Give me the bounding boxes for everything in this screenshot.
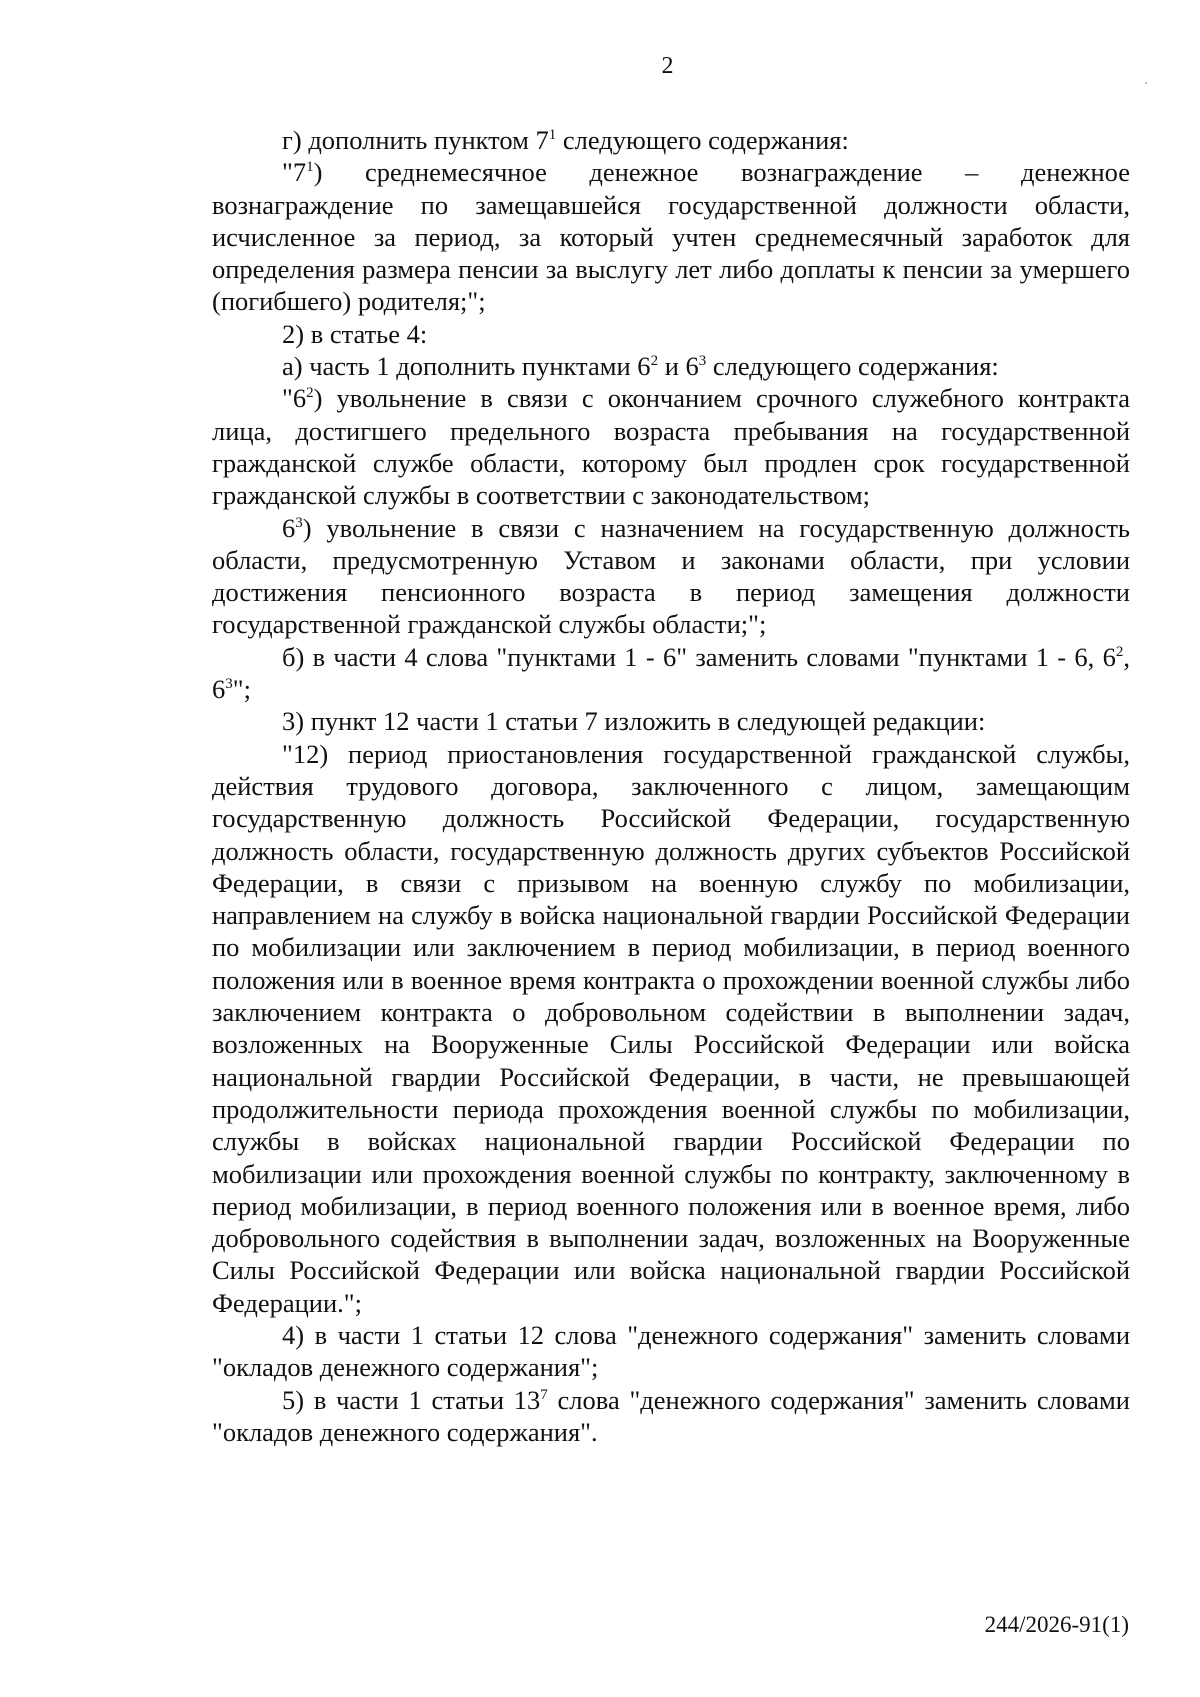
paragraph-article-12: 4) в части 1 статьи 12 слова "денежного содержания" заменить словами "окладов денежного содержания"; <box>212 1319 1130 1383</box>
paragraph-point-7-1: "$7^1$) среднемесячное денежное вознаграждение – денежное вознаграждение по замещавшейся государственной должности области, исчисленное за период, за который учтен среднемесячный заработок для определения размера пенсии за выслугу лет либо доплаты к пенсии за умершего (погибшего) родителя;"; <box>212 157 1130 317</box>
paragraph-article-4-heading: 2) в статье 4: <box>282 318 428 349</box>
paragraph-point-6-2: "$6^2$) увольнение в связи с окончанием срочного служебного контракта лица, достигшего предельного возраста пребывания на государственной гражданской службе области, которому был продлен срок государственной гражданской службы в соответствии с законодательством; <box>212 383 1130 511</box>
paragraph-point-6-3: $6^3$) увольнение в связи с назначением на государственную должность области, предусмотренную Уставом и законами области, при условии достижения пенсионного возраста в период замещения должности государственной гражданской службы области;"; <box>212 512 1130 640</box>
scan-speck <box>1145 82 1147 84</box>
paragraph-article-7-heading: 3) пункт 12 части 1 статьи 7 изложить в следующей редакции: <box>282 706 986 737</box>
document-body <box>212 124 1130 1448</box>
paragraph-amendment-g: г) дополнить пунктом $7^1$ следующего содержания: <box>282 125 849 155</box>
document-code: 244/2026-91(1) <box>984 1612 1129 1637</box>
paragraph-point-12: "12) период приостановления государственной гражданской службы, действия трудового договора, заключенного с лицом, замещающим государственную должность Российской Федерации, государственную должность области, государственную должность других субъектов Российской Федерации, в связи с призывом на военную службу по мобилизации, направлением на службу в войска национальной гвардии Российской Федерации по мобилизации или заключением в период мобилизации, в период военного положения или в военное время контракта о прохождении военной службы либо заключением контракта о добровольном содействии в выполнении задач, возложенных на Вооруженные Силы Российской Федерации или войска национальной гвардии Российской Федерации, в части, не превышающей продолжительности периода прохождения военной службы по мобилизации, службы в войсках национальной гвардии Российской Федерации по мобилизации или прохождения военной службы по контракту, заключенному в период мобилизации, в период военного положения или в военное время, либо добровольного содействия в выполнении задач, возложенных на Вооруженные Силы Российской Федерации или войска национальной гвардии Российской Федерации."; <box>212 738 1130 1318</box>
paragraph-amendment-a: а) часть 1 дополнить пунктами $6^2$ и $6^3$ следующего содержания: <box>282 351 999 382</box>
page-number: 2 <box>661 53 674 79</box>
paragraph-amendment-b: б) в части 4 слова "пунктами 1 - 6" заменить словами "пунктами 1 - 6, $6^2$, $6^3$"; <box>212 641 1130 705</box>
paragraph-article-13-7: 5) в части 1 статьи $13^7$ слова "денежного содержания" заменить словами "окладов денежного содержания". <box>212 1384 1130 1447</box>
